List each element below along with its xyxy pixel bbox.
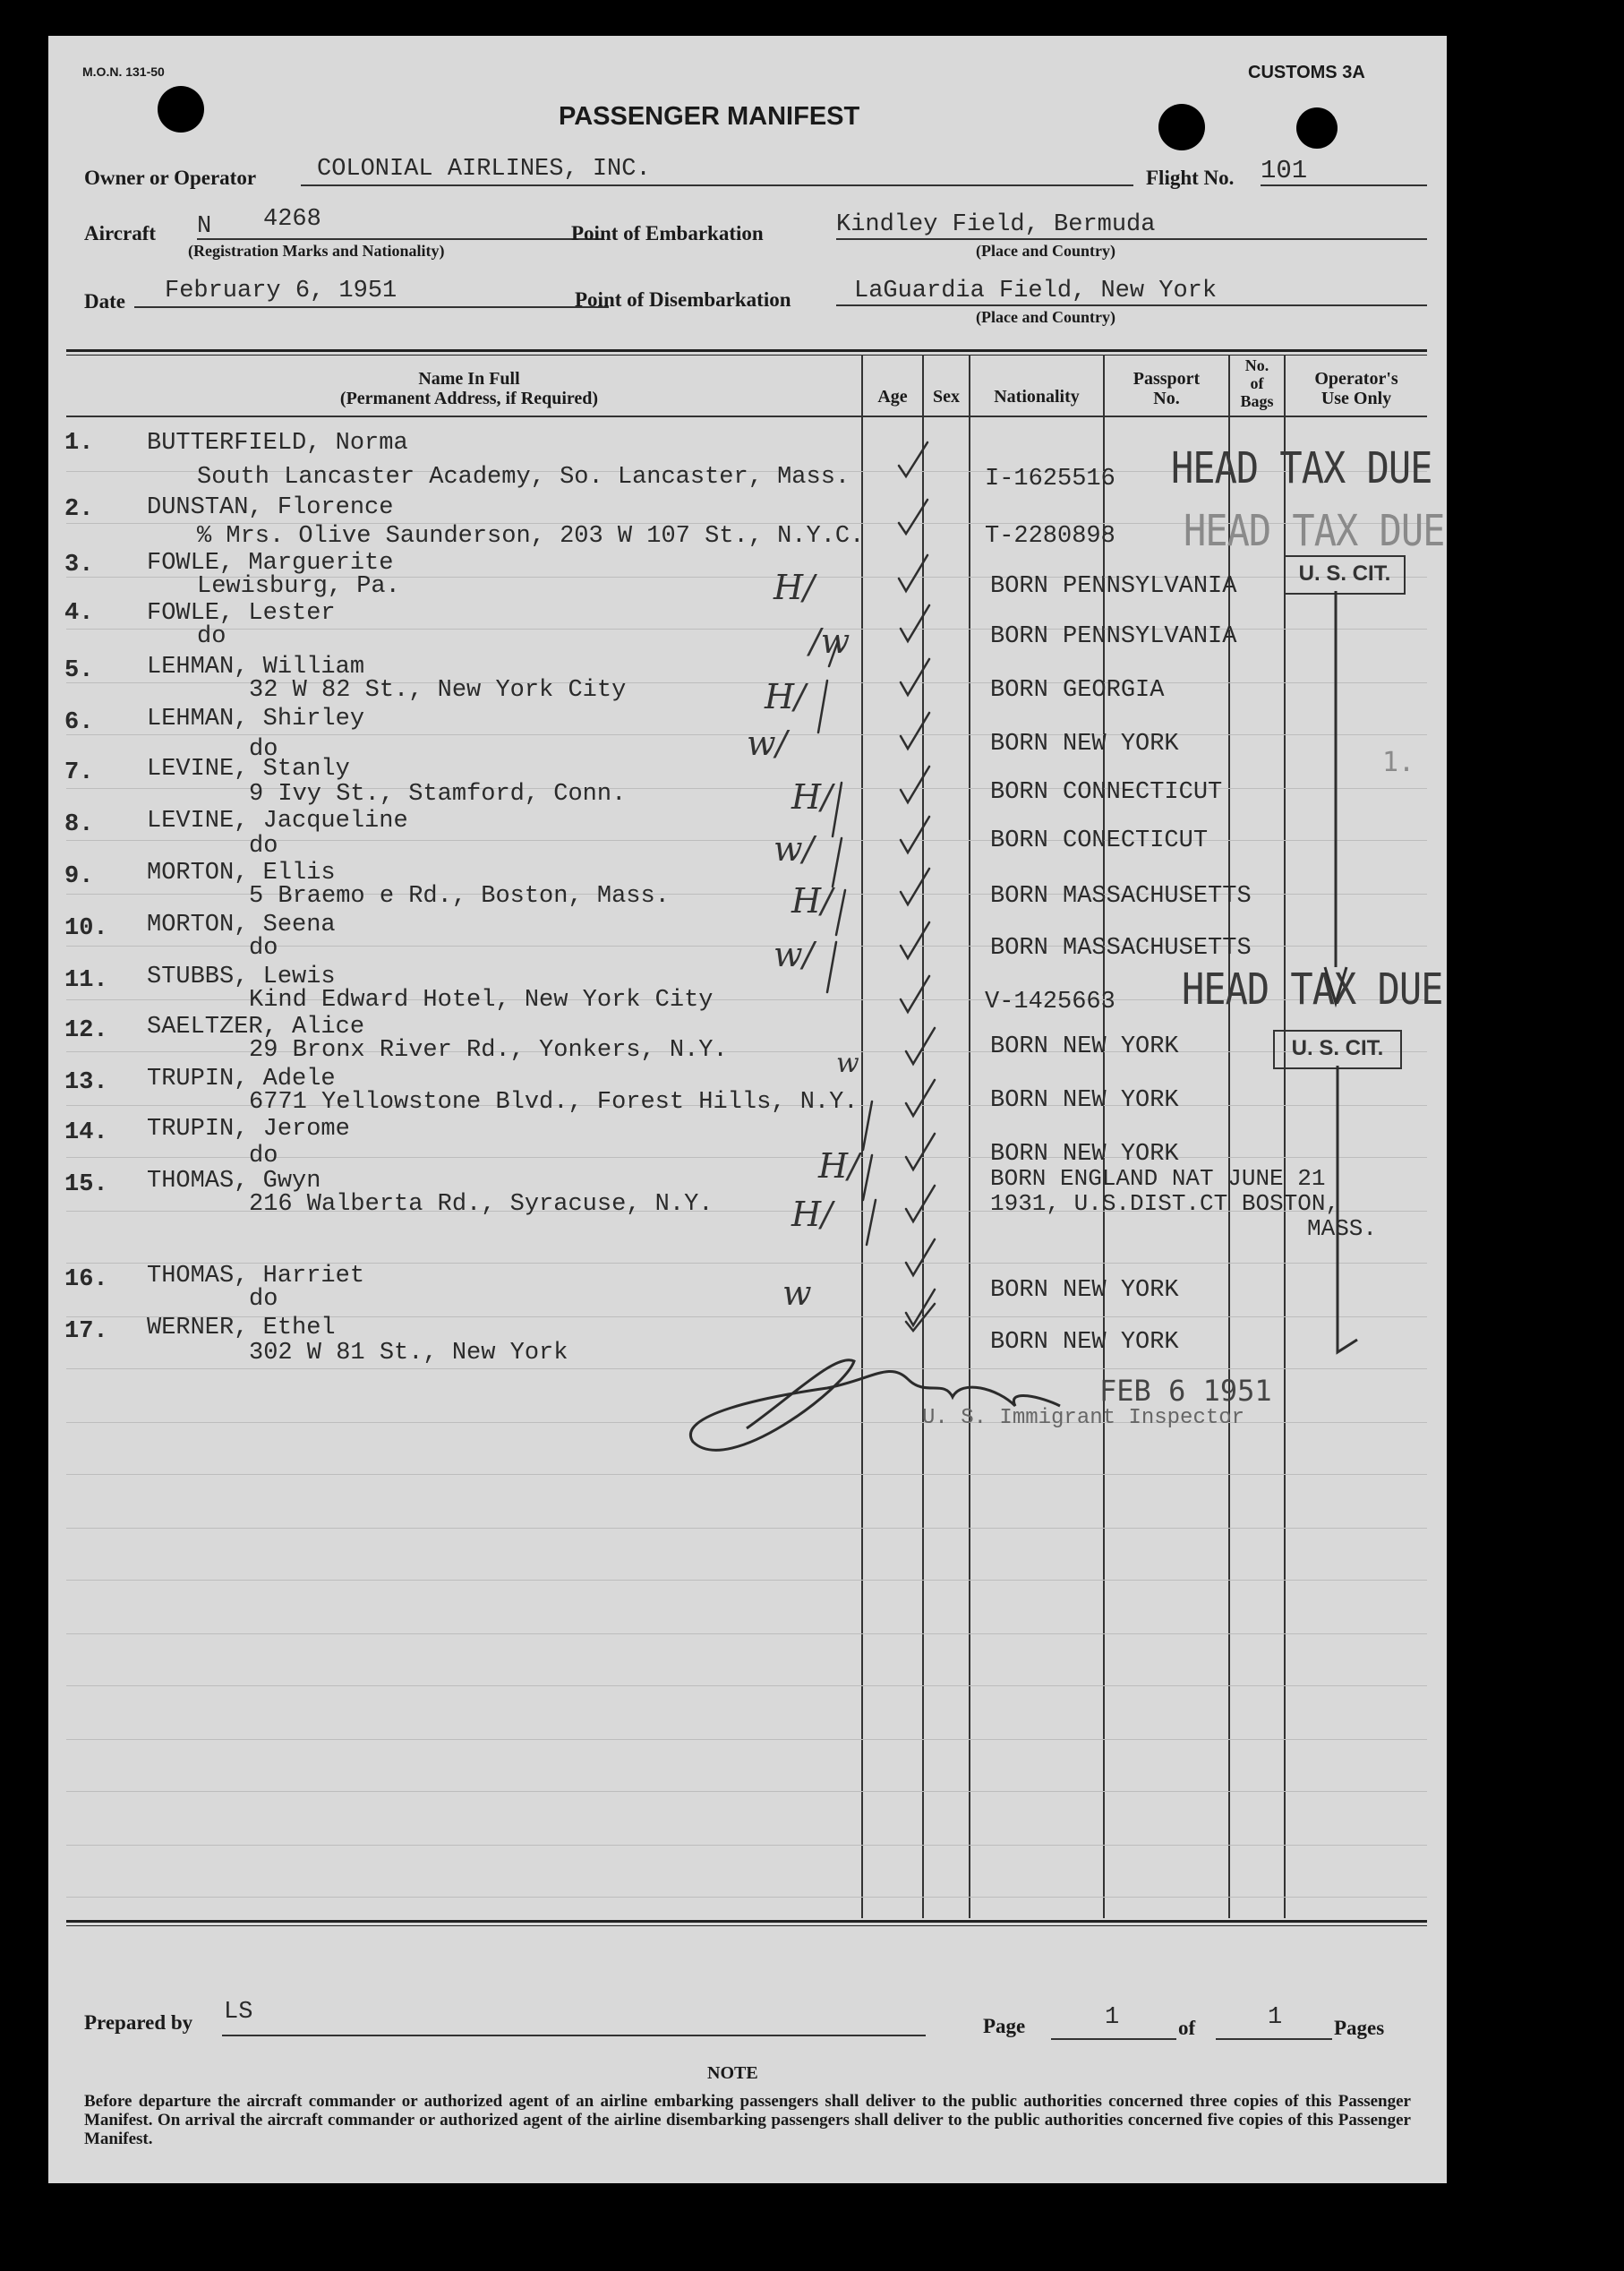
row-number: 3. [64,552,94,578]
pages-value: 1 [1268,2004,1283,2031]
passenger-name: FOWLE, Lester [147,600,336,627]
row-number: 12. [64,1017,108,1044]
nationality: BORN NEW YORK [990,1087,1179,1114]
row-number: 7. [64,759,94,786]
col-header-age: Age [877,387,908,407]
nationality: BORN PENNSYLVANIA [990,573,1237,600]
us-citizen-stamp: U. S. CIT. [1284,555,1406,595]
aircraft-prefix: N [197,213,212,240]
pages-label: Pages [1334,2017,1385,2039]
passport-number: T-2280898 [985,523,1115,550]
passenger-address: do [249,833,278,860]
citizen-brackets [1325,591,1357,1352]
embarkation-label: Point of Embarkation [571,222,764,244]
aircraft-value: 4268 [263,206,321,233]
sex-mark: H/ [791,881,833,921]
sex-mark: H/ [765,677,806,716]
col-header-name: Name In Full (Permanent Address, if Required) [339,369,599,408]
disembarkation-sublabel: (Place and Country) [976,308,1115,326]
passenger-address: 9 Ivy St., Stamford, Conn. [249,781,627,808]
us-citizen-stamp: U. S. CIT. [1273,1030,1402,1069]
margin-number: 1. [1382,747,1415,778]
page-value: 1 [1105,2004,1120,2031]
pages-line [1216,2038,1332,2040]
of-label: of [1178,2017,1196,2039]
col-header-sex: Sex [933,387,960,407]
row-number: 8. [64,811,94,838]
passenger-address: 302 W 81 St., New York [249,1340,568,1367]
row-number: 9. [64,863,94,890]
aircraft-sublabel: (Registration Marks and Nationality) [188,242,445,260]
nationality: BORN NEW YORK [990,1141,1179,1168]
manifest-sheet [48,36,1447,2183]
sex-mark: /w [809,621,850,661]
prepared-by-label: Prepared by [84,2011,193,2034]
passenger-address: Kind Edward Hotel, New York City [249,987,714,1014]
nationality: BORN NEW YORK [990,1277,1179,1304]
sex-mark: w [782,1273,812,1313]
embarkation-sublabel: (Place and Country) [976,242,1115,260]
passport-number: V-1425663 [985,989,1115,1016]
passenger-address: South Lancaster Academy, So. Lancaster, Mass. [197,464,850,491]
passenger-address: 29 Bronx River Rd., Yonkers, N.Y. [249,1037,728,1064]
passenger-address: 6771 Yellowstone Blvd., Forest Hills, N.Y. [249,1089,859,1116]
sex-mark: H/ [791,1195,833,1234]
row-number: 2. [64,496,94,523]
row-number: 1. [64,430,94,457]
prepared-by-line [222,2035,926,2036]
passenger-name: STUBBS, Lewis [147,964,336,990]
row-number: 11. [64,967,108,994]
nationality: BORN MASSACHUSETTS [990,935,1252,962]
disembarkation-value: LaGuardia Field, New York [854,278,1218,304]
row-number: 14. [64,1119,108,1146]
passport-number: I-1625516 [985,466,1115,493]
passenger-address: Lewisburg, Pa. [197,573,400,600]
passenger-name: MORTON, Ellis [147,860,336,887]
nationality: BORN NEW YORK [990,731,1179,758]
head-tax-stamp: HEAD TAX DUE [1184,505,1445,556]
inspector-signature [690,1360,1060,1451]
inspection-date-stamp: FEB 6 1951 [1099,1374,1272,1408]
passenger-address: 5 Braemo e Rd., Boston, Mass. [249,883,670,910]
inspector-title: U. S. Immigrant Inspector [922,1406,1245,1430]
passenger-address: % Mrs. Olive Saunderson, 203 W 107 St., N.Y.C. [197,523,865,550]
passenger-address: 32 W 82 St., New York City [249,677,627,704]
nationality: BORN NEW YORK [990,1329,1179,1356]
passenger-name: TRUPIN, Jerome [147,1116,350,1143]
passenger-name: LEVINE, Jacqueline [147,808,408,835]
sex-mark: H/ [818,1146,859,1186]
passenger-address: do [249,1286,278,1313]
row-number: 15. [64,1171,108,1198]
passenger-name: THOMAS, Gwyn [147,1168,321,1195]
row-number: 13. [64,1069,108,1096]
nationality: BORN ENGLAND NAT JUNE 21 1931, U.S.DIST.CT BOSTON, MASS. [990,1165,1378,1242]
ink-marks [48,36,1447,2183]
nationality: BORN PENNSYLVANIA [990,623,1237,650]
col-header-nationality: Nationality [994,387,1080,407]
row-number: 6. [64,709,94,736]
head-tax-stamp: HEAD TAX DUE [1171,442,1432,493]
date-value: February 6, 1951 [165,278,397,304]
passenger-address: do [249,935,278,962]
sex-mark: w/ [774,829,815,869]
page-line [1051,2038,1176,2040]
passenger-name: DUNSTAN, Florence [147,494,394,521]
sex-mark: w/ [747,724,788,763]
passenger-name: FOWLE, Marguerite [147,550,394,577]
passenger-address: do [249,736,278,763]
nationality: BORN MASSACHUSETTS [990,883,1252,910]
passenger-name: SAELTZER, Alice [147,1014,365,1041]
passenger-address: do [197,623,227,650]
prepared-by-value: LS [224,1999,253,2026]
embarkation-value: Kindley Field, Bermuda [836,211,1156,238]
table-bottom-rule [66,1920,1427,1923]
row-number: 17. [64,1318,108,1345]
col-header-passport: Passport No. [1133,369,1201,408]
passenger-name: MORTON, Seena [147,912,336,938]
row-number: 4. [64,600,94,627]
sex-mark: H/ [791,777,833,817]
sex-mark: w [836,1048,859,1079]
col-header-bags: No. of Bags [1240,356,1274,410]
passenger-name: LEHMAN, Shirley [147,706,365,733]
page-title: PASSENGER MANIFEST [559,102,860,131]
disembarkation-label: Point of Disembarkation [575,288,791,311]
passenger-name: LEVINE, Stanly [147,756,350,783]
passenger-name: TRUPIN, Adele [147,1066,336,1093]
row-number: 5. [64,657,94,684]
passenger-name: THOMAS, Harriet [147,1263,365,1290]
customs-label: CUSTOMS 3A [1248,63,1365,82]
passenger-address: do [249,1143,278,1170]
note-text: Before departure the aircraft commander or authorized agent of an airline embarking passengers shall deliver to the public authorities concerned three copies of this Passenger Manifest. On arrival the aircraft commander or authorized agent of the airline disembarking passengers shall deliver to the public authorities concerned five copies of this Passenger Manifest. [84,2092,1411,2148]
owner-value: COLONIAL AIRLINES, INC. [317,156,651,183]
owner-label: Owner or Operator [84,167,257,189]
row-number: 10. [64,915,108,942]
date-label: Date [84,290,125,313]
passenger-name: LEHMAN, William [147,654,365,681]
passenger-name: WERNER, Ethel [147,1315,336,1341]
form-number: M.O.N. 131-50 [82,64,165,79]
passenger-address: 216 Walberta Rd., Syracuse, N.Y. [249,1191,714,1218]
col-header-operator: Operator's Use Only [1314,369,1398,408]
aircraft-label: Aircraft [84,222,157,244]
nationality: BORN CONNECTICUT [990,779,1223,806]
table-bottom-rule [66,1925,1427,1926]
sex-mark: w/ [774,935,815,974]
nationality: BORN NEW YORK [990,1033,1179,1060]
passenger-name: BUTTERFIELD, Norma [147,430,408,457]
nationality: BORN GEORGIA [990,677,1165,704]
page-label: Page [983,2015,1026,2037]
nationality: BORN CONECTICUT [990,827,1209,854]
check-marks [818,442,935,1331]
note-heading: NOTE [707,2063,758,2083]
head-tax-stamp: HEAD TAX DUE [1182,964,1443,1015]
sex-mark: H/ [774,568,815,607]
flight-value: 101 [1261,156,1308,185]
row-number: 16. [64,1266,108,1293]
flight-label: Flight No. [1146,167,1235,189]
